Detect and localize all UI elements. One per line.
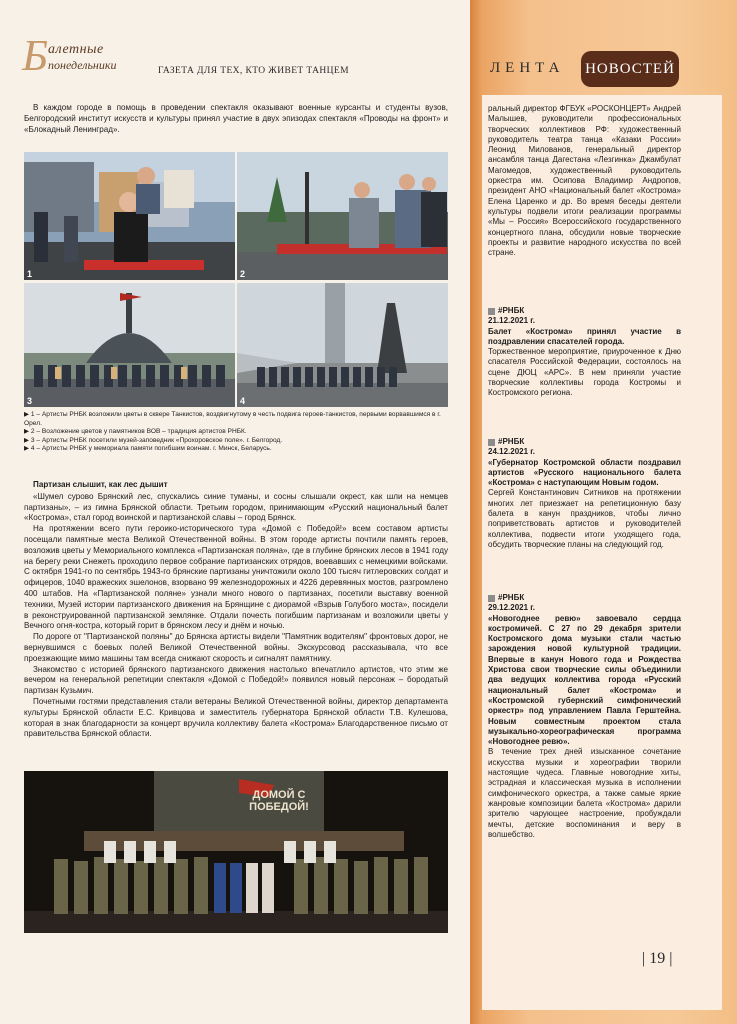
article-paragraph: На протяжении всего пути героико-исторического тура «Домой с Победой!» всем составом артисты посещали памятные места Великой Отечественной войны. В этом городе артисты почтили память героев, возложив цветы у Мемориального комплекса «Партизанская поляна», где в глубине брянских лесов в 1941 году на берегу реки Снежеть проходило первое собрание партизанских отрядов, воевавших с немецкими войсками. С октября 1941-го по сентябрь 1943-го брянские партизаны уничтожили около 100 тысяч гитлеровских солдат и офицеров, 1040 вражеских эшелонов, взорвано 99 железнодорожных и 4226 деревянных мостов, разгромлено 400 штабов. На «Партизанской поляне» узнали много нового о партизанах, посетили выставку военной техники, Музей истории партизанского движения на Брянщине с диорамой «Взрыв Голубого моста», посидели в реконструированной партизанской землянке. Отдали почесть погибшим партизанам и возложили цветы у Вечного огня-костра, который горит в брянском лесу и днём и ночью. (24, 524, 448, 631)
section-title-badge: НОВОСТЕЙ (581, 51, 679, 87)
news-item (488, 437, 681, 550)
photo-1 (24, 152, 235, 280)
arrow-icon: ▶ (24, 436, 31, 444)
news-item (488, 306, 681, 399)
news-continued-text: ральный директор ФГБУК «РОСКОНЦЕРТ» Андрей Малышев, руководители профессиональных творческих коллективов РФ: художественный руководитель театра танца «Казаки России» Леонид Милованов, генеральный директор ансамбля танца Дагестана «Лезгинка» Джамбулат Магомедов, художественный руководитель оркестра им. Осипова Владимир Андропов, президент АНО «Национальный балет «Кострома» Елена Царенко и др. Во время беседы деятели культуры подвели итоги реализации программы «Мы – Россия» Всероссийского государственного концертного плана, обсудили новые творческие проекты и развитие народного искусства по всей стране. (488, 104, 681, 258)
photo-2-illustration (237, 152, 448, 280)
article-paragraph: Почетными гостями представления стали ветераны Великой Отечественной войны, директор департамента культуры Брянской области Е.С. Кривцова и заместитель губернатора Брянской области Т.В. Кулешова, которая в знак благодарности за концерт вручила коллективу балета «Кострома» Благодарственное письмо от правительства Брянской области. (24, 696, 448, 739)
caption-2: ▶ 2 – Возложение цветов у памятников ВОВ – традиция артистов РНБК. (24, 428, 247, 435)
news-continued (488, 104, 681, 258)
arrow-icon: ▶ (24, 445, 31, 452)
photo-1-illustration (24, 152, 235, 280)
square-icon (488, 439, 495, 446)
caption-1: ▶ 1 – Артисты РНБК возложили цветы в сквере Танкистов, воздвигнутому в честь подвига героев-танкистов, первыми ворвавшимся в г. Орел. (24, 411, 441, 427)
photo-3-illustration (24, 283, 235, 407)
caption-3: ▶ 3 – Артисты РНБК посетили музей-заповедник «Прохоровское поле». г. Белгород. (24, 436, 283, 444)
section-title-left: ЛЕНТА (490, 60, 565, 76)
article-heading: Партизан слышит, как лес дышит (33, 480, 168, 489)
page-number: | 19 | (642, 950, 673, 967)
news-date: 24.12.2021 г. (488, 447, 536, 457)
article-paragraph: «Шумел сурово Брянский лес, спускались синие туманы, и сосны слышали окрест, как шли на немцев партизаны», – из гимна Брянской области. Третьим городом, принимающим «Русский национальный балет «Кострома», стал город воинской и партизанской славы – город Брянск. (24, 491, 448, 523)
news-tag: #РНБК (488, 593, 681, 603)
logo-line1: алетные (48, 42, 104, 57)
news-tag: #РНБК (488, 306, 681, 316)
arrow-icon: ▶ (24, 428, 31, 435)
photo-number: 1 (27, 269, 33, 279)
intro-paragraph (24, 103, 448, 135)
stage-banner: ДОМОЙ С ПОБЕДОЙ! (249, 789, 309, 813)
photo-3 (24, 283, 235, 407)
photo-2 (237, 152, 448, 280)
news-date: 29.12.2021 г. (488, 603, 536, 613)
photo-4 (237, 283, 448, 407)
arrow-icon: ▶ (24, 411, 31, 418)
news-item (488, 593, 681, 840)
news-date: 21.12.2021 г. (488, 316, 536, 326)
photo-number: 4 (240, 396, 246, 406)
news-tag: #РНБК (488, 437, 681, 447)
news-lead: «Губернатор Костромской области поздравил артистов «Русского национального балета «Кострома» с наступающим Новым годом. (488, 457, 681, 488)
caption-4: ▶ 4 – Артисты РНБК у мемориала памяти погибшим воинам. г. Минск, Беларусь. (24, 445, 272, 452)
article-paragraph: Знакомство с историей брянского партизанского движения настолько впечатлило артистов, что этим же вечером на генеральной репетиции спектакля «Домой с Победой!» появился новый персонаж – бородатый партизан Кузьмич. (24, 664, 448, 696)
logo-line2: понедельники (48, 58, 117, 72)
article-paragraph: По дороге от "Партизанской поляны" до Брянска артисты видели "Памятник водителям" фронтовых дорог, не вернувшимся с боевых полей Великой Отечественной войны. Экскурсовод рассказывала, что все проезжающие мимо машины там всегда снижают скорость и сигналят памятнику. (24, 632, 448, 663)
article (24, 480, 448, 740)
intro-text: В каждом городе в помощь в проведении спектакля оказывают военные курсанты и студенты вузов, Белгородский институт искусств и культуры принял участие в двух эпизодах спектакля «Проводы на фронт» и «Блокадный Ленинград». (24, 103, 448, 134)
news-lead: «Новогоднее ревю» завоевало сердца костромичей. С 27 по 29 декабря зрители Костромского дома музыки стали частью зарождения новой культурной традиции. Впервые в канун Нового года и Рождества Христова свои творческие силы объединили два ведущих коллектива города «Русский национальный балет «Кострома» и «Костромской губернский симфонический оркестр» под управлением Павла Герштейна. Новым совместным проектом стала музыкально-хореографическая программа «Новогоднее ревю». (488, 613, 681, 747)
logo-initial: Б (22, 31, 48, 80)
magazine-logo (22, 31, 152, 80)
photo-4-illustration (237, 283, 448, 407)
stage-photo (24, 771, 448, 933)
news-body: В течение трех дней изысканное сочетание искусства музыки и хореографии творили настоящие чудеса. Главные новогодние хиты, эстрадная и классическая музыка в исполнении симфонического оркестра, а также самые яркие жанровые композиции балета «Кострома» дарили зрителю чарующее настроение, пробуждали мечты, детские воспоминания и веру в волшебство. (488, 747, 681, 839)
tagline: ГАЗЕТА ДЛЯ ТЕХ, КТО ЖИВЕТ ТАНЦЕМ (158, 66, 349, 76)
photo-number: 2 (240, 269, 246, 279)
photo-number: 3 (27, 396, 33, 406)
square-icon (488, 595, 495, 602)
square-icon (488, 308, 495, 315)
photo-captions (24, 411, 448, 454)
news-body: Сергей Константинович Ситников на протяжении многих лет приезжает на репетиционную базу балета в канун праздников, чтобы лично поприветствовать артистов и руководителей коллектива, подвести итоги уходящего года, обсудить творческие планы на следующий год. (488, 488, 681, 549)
news-body: Торжественное мероприятие, приуроченное к Дню спасателя Российской Федерации, состоялось на сцене ДЮЦ «АРС». В нем приняли участие творческие коллективы города Костромы и Костромского региона. (488, 347, 681, 398)
news-lead: Балет «Кострома» принял участие в поздравлении спасателей города. (488, 326, 681, 346)
